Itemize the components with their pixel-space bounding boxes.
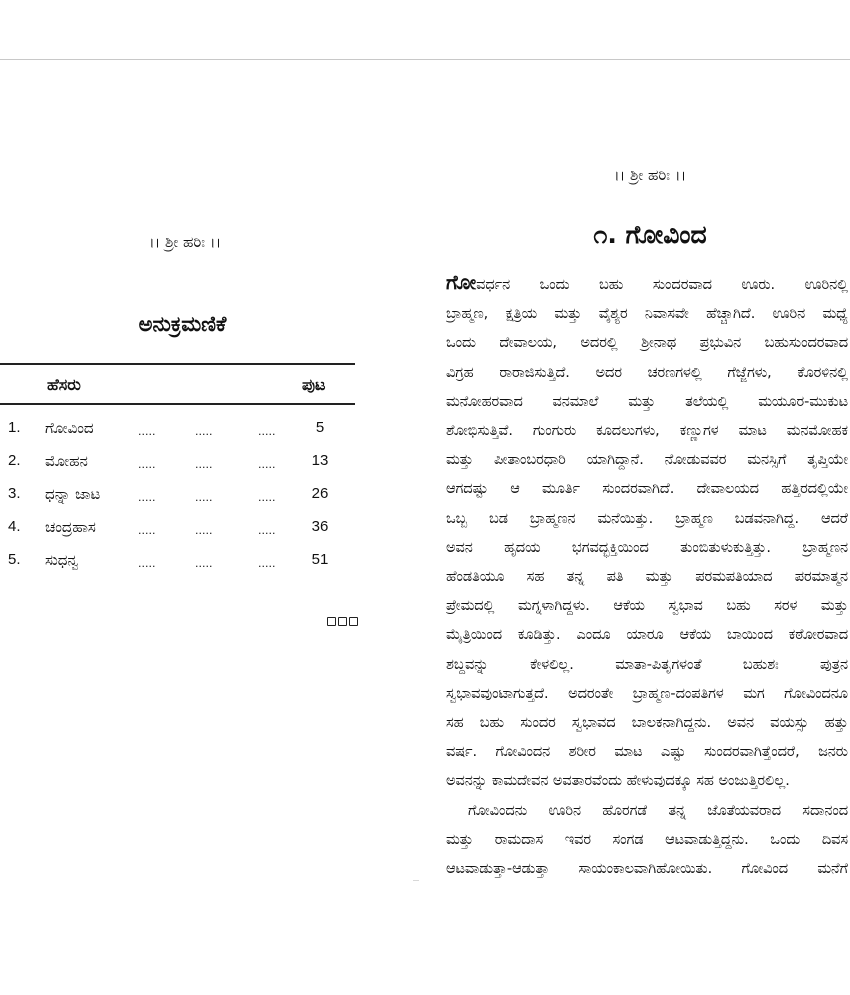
toc-header-name: ಹೆಸರು [47, 375, 81, 394]
contents-title: ಅನುಕ್ರಮಣಿಕೆ [138, 312, 227, 336]
body-line: ಸ್ವಭಾವವುಂಟಾಗುತ್ತದೆ. ಅದರಂತೇ ಬ್ರಾಹ್ಮಣ-ದಂಪತಿಗಳ ಮಗ ಗೋವಿಂದನೂ [446, 685, 848, 702]
square-icon [338, 617, 347, 626]
toc-name: ಗೋವಿಂದ [45, 419, 94, 437]
body-line: ಬ್ರಾಹ್ಮಣ, ಕ್ಷತ್ರಿಯ ಮತ್ತು ವೈಶ್ಯರ ನಿವಾಸವೇ ಹೆಚ್ಚಾಗಿದೆ. ಊರಿನ ಮಧ್ಯೆ [446, 306, 848, 323]
toc-leader: ..... [258, 524, 276, 537]
square-icon [327, 617, 336, 626]
toc-name: ಧನ್ನಾ ಜಾಟ [45, 485, 101, 503]
toc-name: ಸುಧನ್ವ [45, 551, 79, 569]
toc-name: ಮೋಹನ [45, 452, 88, 470]
toc-row[interactable] [0, 413, 355, 446]
body-line: ವಿಗ್ರಹ ರಾರಾಜಿಸುತ್ತಿದೆ. ಅದರ ಚರಣಗಳಲ್ಲಿ ಗೆಜ್ಜೆಗಳು, ಕೊರಳಿನಲ್ಲಿ [446, 364, 848, 381]
body-line: ಶೋಭಿಸುತ್ತಿವೆ. ಗುಂಗುರು ಕೂದಲುಗಳು, ಕಣ್ಣುಗಳ ಮಾಟ ಮನಮೋಹಕ [446, 423, 848, 440]
toc-row[interactable] [0, 545, 355, 578]
body-line: ಮತ್ತು ಪೀತಾಂಬರಧಾರಿ ಯಾಗಿದ್ದಾನೆ. ನೋಡುವವರ ಮನಸ್ಸಿಗೆ ತೃಪ್ತಿಯೇ [446, 452, 848, 469]
body-line: ಅವನನ್ನು ಕಾಮದೇವನ ಅವತಾರವೆಂದು ಹೇಳುವುದಕ್ಕೂ ಸಹ ಅಂಜುತ್ತಿರಲಿಲ್ಲ. [446, 773, 790, 790]
toc-page: 5 [315, 419, 325, 436]
body-line: ಆಟವಾಡುತ್ತಾ-ಆಡುತ್ತಾ ಸಾಯಂಕಾಲವಾಗಿಹೋಯಿತು. ಗೋವಿಂದ ಮನೆಗೆ [446, 861, 848, 878]
toc-header [0, 365, 355, 403]
body-line: ಶಬ್ದವನ್ನು ಕೇಳಲಿಲ್ಲ. ಮಾತಾ-ಪಿತೃಗಳಂತೆ ಬಹುಶಃ ಪುತ್ರನ [446, 656, 848, 673]
toc-header-page: ಪುಟ [302, 375, 326, 394]
end-ornament-icon [327, 617, 358, 626]
body-line: ಪ್ರೇಮದಲ್ಲಿ ಮಗ್ನಳಾಗಿದ್ದಳು. ಆಕೆಯ ಸ್ವಭಾವ ಬಹು ಸರಳ ಮತ್ತು [446, 598, 848, 615]
chapter-body [446, 268, 848, 884]
left-invocation: ।। ಶ್ರೀ ಹರಿಃ ।। [148, 233, 222, 251]
body-line: ಗೋವರ್ಧನ ಒಂದು ಬಹು ಸುಂದರವಾದ ಊರು. ಊರಿನಲ್ಲಿ [446, 270, 848, 294]
toc-leader: ..... [195, 425, 213, 438]
toc-page: 26 [311, 485, 329, 502]
toc-num: 4. [8, 518, 21, 535]
toc-row[interactable] [0, 446, 355, 479]
toc-num: 1. [8, 419, 21, 436]
body-line: ಮನೋಹರವಾದ ವನಮಾಲೆ ಮತ್ತು ತಲೆಯಲ್ಲಿ ಮಯೂರ-ಮುಕುಟ [446, 393, 848, 410]
body-line: ಹೆಂಡತಿಯೂ ಸಹ ತನ್ನ ಪತಿ ಮತ್ತು ಪರಮಪತಿಯಾದ ಪರಮಾತ್ಮನ [446, 569, 848, 586]
body-line: ಒಂದು ದೇವಾಲಯ, ಅದರಲ್ಲಿ ಶ್ರೀನಾಥ ಪ್ರಭುವಿನ ಬಹುಸುಂದರವಾದ [446, 335, 848, 352]
body-line: ಮತ್ತು ರಾಮದಾಸ ಇವರ ಸಂಗಡ ಆಟವಾಡುತ್ತಿದ್ದನು. ಒಂದು ದಿವಸ [446, 831, 848, 848]
toc-name: ಚಂದ್ರಹಾಸ [45, 518, 96, 536]
toc-leader: ..... [138, 491, 156, 504]
toc-row[interactable] [0, 479, 355, 512]
body-line: ಸಹ ಬಹು ಸುಂದರ ಸ್ವಭಾವದ ಬಾಲಕನಾಗಿದ್ದನು. ಅವನ ವಯಸ್ಸು ಹತ್ತು [446, 715, 848, 732]
square-icon [349, 617, 358, 626]
toc-leader: ..... [195, 491, 213, 504]
page-top-rule [0, 59, 850, 60]
body-line: ಆಗದಷ್ಟು ಆ ಮೂರ್ತಿ ಸುಂದರವಾಗಿದೆ. ದೇವಾಲಯದ ಹತ್ತಿರದಲ್ಲಿಯೇ [446, 481, 848, 498]
toc-leader: ..... [138, 557, 156, 570]
scan-mark [413, 880, 419, 881]
toc-leader: ..... [258, 491, 276, 504]
toc-leader: ..... [258, 425, 276, 438]
toc-leader: ..... [258, 458, 276, 471]
toc-leader: ..... [195, 458, 213, 471]
toc-num: 2. [8, 452, 21, 469]
toc-page: 36 [311, 518, 329, 535]
toc-num: 3. [8, 485, 21, 502]
table-of-contents [0, 363, 355, 578]
toc-leader: ..... [195, 524, 213, 537]
toc-leader: ..... [195, 557, 213, 570]
drop-word: ಗೋ [446, 270, 477, 294]
toc-leader: ..... [258, 557, 276, 570]
right-invocation: ।। ಶ್ರೀ ಹರಿಃ ।। [613, 166, 687, 184]
toc-leader: ..... [138, 458, 156, 471]
toc-page: 51 [311, 551, 329, 568]
toc-leader: ..... [138, 425, 156, 438]
chapter-title: ೧. ಗೋವಿಂದ [593, 220, 707, 249]
body-line: ವರ್ಷ. ಗೋವಿಂದನ ಶರೀರ ಮಾಟ ಎಷ್ಟು ಸುಂದರವಾಗಿತ್ತೆಂದರೆ, ಜನರು [446, 744, 848, 761]
body-line: ಒಬ್ಬ ಬಡ ಬ್ರಾಹ್ಮಣನ ಮನೆಯಿತ್ತು. ಬ್ರಾಹ್ಮಣ ಬಡವನಾಗಿದ್ದ. ಆದರೆ [446, 510, 848, 527]
toc-num: 5. [8, 551, 21, 568]
body-line: ಗೋವಿಂದನು ಊರಿನ ಹೊರಗಡೆ ತನ್ನ ಜೊತೆಯವರಾದ ಸದಾನಂದ [468, 802, 848, 819]
toc-page: 13 [311, 452, 329, 469]
toc-leader: ..... [138, 524, 156, 537]
body-line: ಅವನ ಹೃದಯ ಭಗವದ್ಭಕ್ತಿಯಿಂದ ತುಂಬಿತುಳುಕುತ್ತಿತ್ತು. ಬ್ರಾಹ್ಮಣನ [446, 539, 848, 556]
body-line: ಮೈತ್ರಿಯಿಂದ ಕೂಡಿತ್ತು. ಎಂದೂ ಯಾರೂ ಆಕೆಯ ಬಾಯಿಂದ ಕಠೋರವಾದ [446, 627, 848, 644]
toc-row[interactable] [0, 512, 355, 545]
